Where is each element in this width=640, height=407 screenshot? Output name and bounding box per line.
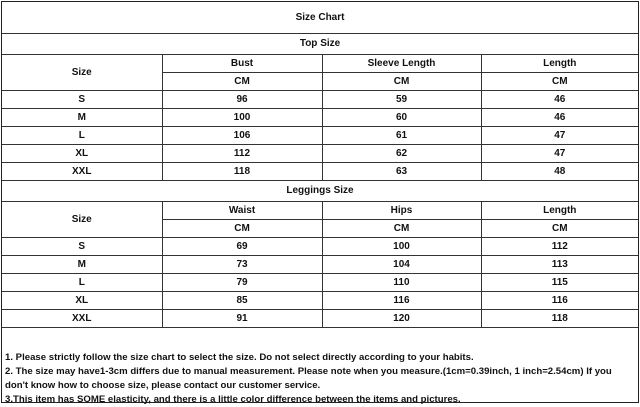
size-cell: L — [2, 274, 162, 292]
note-line: 1. Please strictly follow the size chart to select the size. Do not select directly according to your habits. — [5, 352, 474, 363]
leggings-size-header: Size — [2, 202, 162, 238]
value-cell: 62 — [322, 145, 481, 163]
size-cell: S — [2, 91, 162, 109]
value-cell: 59 — [322, 91, 481, 109]
value-cell: 118 — [481, 310, 638, 328]
leggings-col-hips: Hips — [322, 202, 481, 220]
leggings-unit: CM — [162, 220, 322, 238]
table-row — [2, 292, 638, 310]
leggings-header-row — [2, 202, 638, 220]
value-cell: 91 — [162, 310, 322, 328]
value-cell: 47 — [481, 127, 638, 145]
note-line: 3.This item has SOME elasticity, and there is a little color difference between the items and pictures. — [5, 394, 461, 405]
top-size-header: Size — [2, 55, 162, 91]
top-col-sleeve-length: Sleeve Length — [322, 55, 481, 73]
leggings-unit: CM — [322, 220, 481, 238]
value-cell: 85 — [162, 292, 322, 310]
size-cell: S — [2, 238, 162, 256]
leggings-col-waist: Waist — [162, 202, 322, 220]
size-cell: M — [2, 256, 162, 274]
size-cell: XL — [2, 145, 162, 163]
size-cell: XL — [2, 292, 162, 310]
top-section-title-row — [2, 34, 638, 55]
size-chart-table — [2, 2, 638, 328]
table-row — [2, 310, 638, 328]
table-row — [2, 256, 638, 274]
value-cell: 69 — [162, 238, 322, 256]
leggings-section-title-row — [2, 181, 638, 202]
value-cell: 118 — [162, 163, 322, 181]
table-row — [2, 238, 638, 256]
value-cell: 113 — [481, 256, 638, 274]
value-cell: 46 — [481, 91, 638, 109]
size-chart-sheet — [1, 1, 639, 403]
value-cell: 100 — [162, 109, 322, 127]
value-cell: 46 — [481, 109, 638, 127]
value-cell: 120 — [322, 310, 481, 328]
top-section-title: Top Size — [2, 34, 638, 55]
size-notes — [5, 351, 635, 407]
leggings-col-length: Length — [481, 202, 638, 220]
leggings-section-title: Leggings Size — [2, 181, 638, 202]
value-cell: 116 — [322, 292, 481, 310]
chart-title-row — [2, 2, 638, 34]
value-cell: 61 — [322, 127, 481, 145]
value-cell: 106 — [162, 127, 322, 145]
table-row — [2, 274, 638, 292]
value-cell: 73 — [162, 256, 322, 274]
top-unit: CM — [162, 73, 322, 91]
table-row — [2, 145, 638, 163]
value-cell: 47 — [481, 145, 638, 163]
top-col-bust: Bust — [162, 55, 322, 73]
value-cell: 104 — [322, 256, 481, 274]
table-row — [2, 91, 638, 109]
value-cell: 110 — [322, 274, 481, 292]
value-cell: 60 — [322, 109, 481, 127]
top-col-length: Length — [481, 55, 638, 73]
value-cell: 115 — [481, 274, 638, 292]
size-cell: XXL — [2, 163, 162, 181]
value-cell: 48 — [481, 163, 638, 181]
table-row — [2, 163, 638, 181]
value-cell: 100 — [322, 238, 481, 256]
size-cell: XXL — [2, 310, 162, 328]
table-row — [2, 127, 638, 145]
size-cell: M — [2, 109, 162, 127]
value-cell: 116 — [481, 292, 638, 310]
leggings-unit: CM — [481, 220, 638, 238]
top-unit: CM — [322, 73, 481, 91]
top-header-row — [2, 55, 638, 73]
table-row — [2, 109, 638, 127]
value-cell: 79 — [162, 274, 322, 292]
value-cell: 63 — [322, 163, 481, 181]
value-cell: 112 — [162, 145, 322, 163]
size-cell: L — [2, 127, 162, 145]
top-unit: CM — [481, 73, 638, 91]
value-cell: 96 — [162, 91, 322, 109]
chart-title: Size Chart — [2, 2, 638, 34]
value-cell: 112 — [481, 238, 638, 256]
note-line: 2. The size may have1-3cm differs due to manual measurement. Please note when you measure.(1cm=0.39inch, 1 inch=2.54cm) If you don't know how to choose size, please contact our customer service. — [5, 366, 612, 391]
